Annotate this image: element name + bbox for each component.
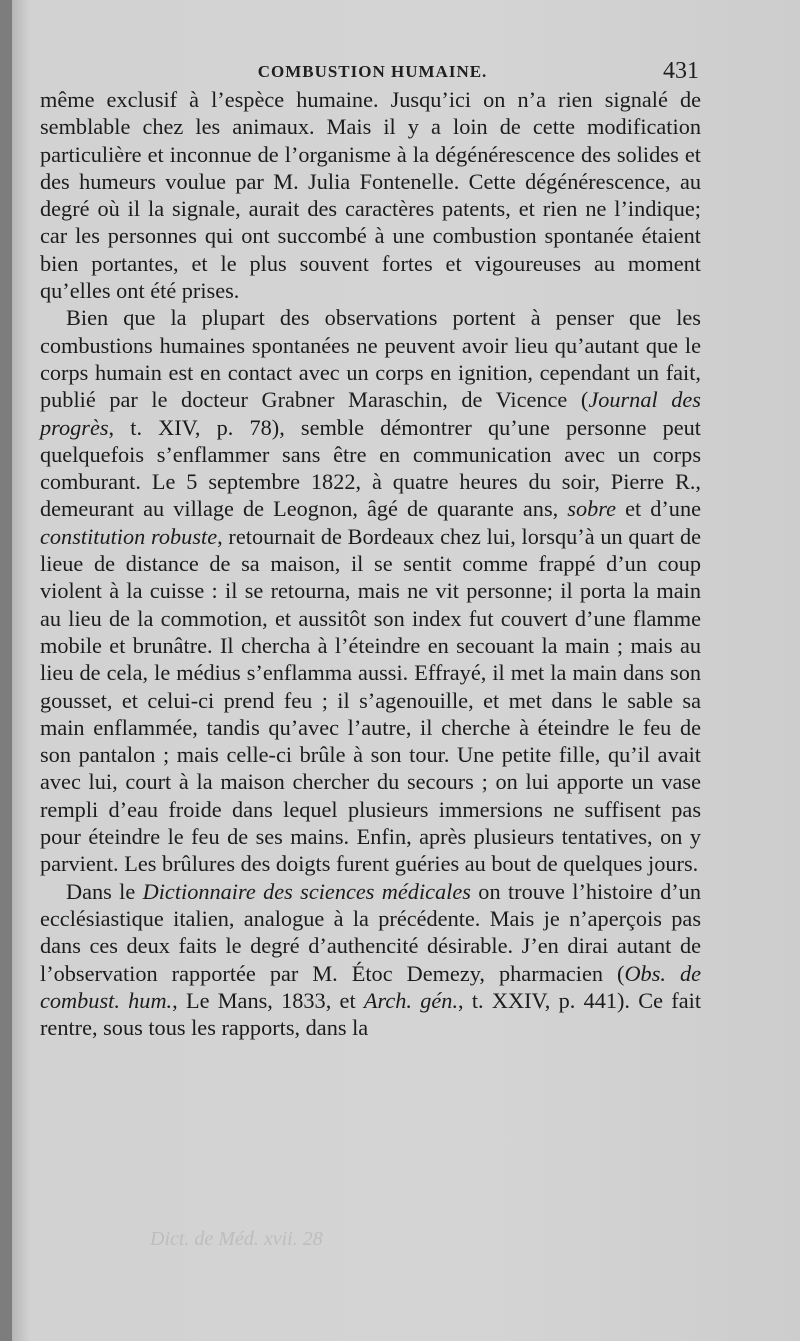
italic-text: Dictionnaire des sciences médicales xyxy=(142,878,471,904)
text-run: , retournait de Bordeaux chez lui, lorsqu’à un quart de lieue de distance de sa maison, il se sentit comme frappé d’un coup violent à la cuisse : il se retourna, mais ne vit personne; il porta la main au lieu de la commotion, et aussitôt son index fut couvert d’une flamme mobile et brunâtre. Il chercha à l’éteindre en secouant la main ; mais au lieu de cela, le médius s’enflamma aussi. Effrayé, il met la main dans son gousset, et celui-ci prend feu ; il s’agenouille, et met dans le sable sa main enflammée, tandis qu’avec l’autre, il cherche à éteindre le feu de son pantalon ; mais celle-ci brûle à son tour. Une petite fille, qu’il avait avec lui, court à la maison chercher du secours ; on lui apporte un vase rempli d’eau froide dans lequel plusieurs immersions ne suffisent pas pour éteindre le feu de ses mains. Enfin, après plusieurs tentatives, on y parvient. Les brûlures des doigts furent guéries au bout de quelques jours. xyxy=(40,523,701,877)
page-gutter-shadow xyxy=(0,0,12,1341)
running-head: COMBUSTION HUMAINE. xyxy=(257,62,488,81)
italic-text: Obs. de combust. hum. xyxy=(40,960,702,1013)
text-run: Dans le xyxy=(66,878,143,904)
italic-text: Journal des progrès xyxy=(40,387,701,440)
text-run: , Le Mans, 1833, et xyxy=(172,987,364,1013)
text-run: Bien que la plupart des observations portent à penser que les combustions humaines spontanées ne peuvent avoir lieu qu’autant que le corps humain est en contact avec un corps en ignition, cependant un fait, publié par le docteur Grabner Maraschin, de Vicence ( xyxy=(40,305,701,413)
paragraph xyxy=(40,304,701,877)
paragraph xyxy=(40,878,701,1042)
italic-text: constitution robuste xyxy=(40,523,218,549)
text-run: on trouve l’histoire d’un ecclésiastique italien, analogue à la précédente. Mais je n’aperçois pas dans ces deux faits le degré d’authencité désirable. J’en dirai autant de l’observation rapportée par M. Étoc Demezy, pharmacien ( xyxy=(40,878,701,986)
body-text xyxy=(40,86,701,1041)
italic-text: Arch. gén. xyxy=(363,987,459,1013)
text-run: même exclusif à l’espèce humaine. Jusqu’ici on n’a rien signalé de semblable chez les animaux. Mais il y a loin de cette modification particulière et inconnue de l’organisme à la dégénérescence des solides et des humeurs voulue par M. Julia Fontenelle. Cette dégénérescence, au degré où il la signale, aurait des caractères patents, et rien ne l’indique; car les personnes qui ont succombé à une combustion spontanée étaient bien portantes, et le plus souvent fortes et vigoureuses au moment qu’elles ont été prises. xyxy=(40,87,701,304)
text-run: et d’une xyxy=(616,496,701,522)
text-run: , t. XIV, p. 78), semble démontrer qu’une personne peut quelquefois s’enflammer sans être en communication avec un corps comburant. Le 5 septembre 1822, à quatre heures du soir, Pierre R., demeurant au village de Leognon, âgé de quarante ans, xyxy=(40,414,701,522)
page-header xyxy=(40,58,705,88)
page-number: 431 xyxy=(663,58,699,84)
text-run: , t. XXIV, p. 441). Ce fait rentre, sous tous les rapports, dans la xyxy=(40,987,702,1041)
bleed-through-text: Dict. de Méd. xvii. 28 xyxy=(150,1228,323,1250)
italic-text: sobre xyxy=(567,496,617,522)
paragraph xyxy=(40,86,701,304)
